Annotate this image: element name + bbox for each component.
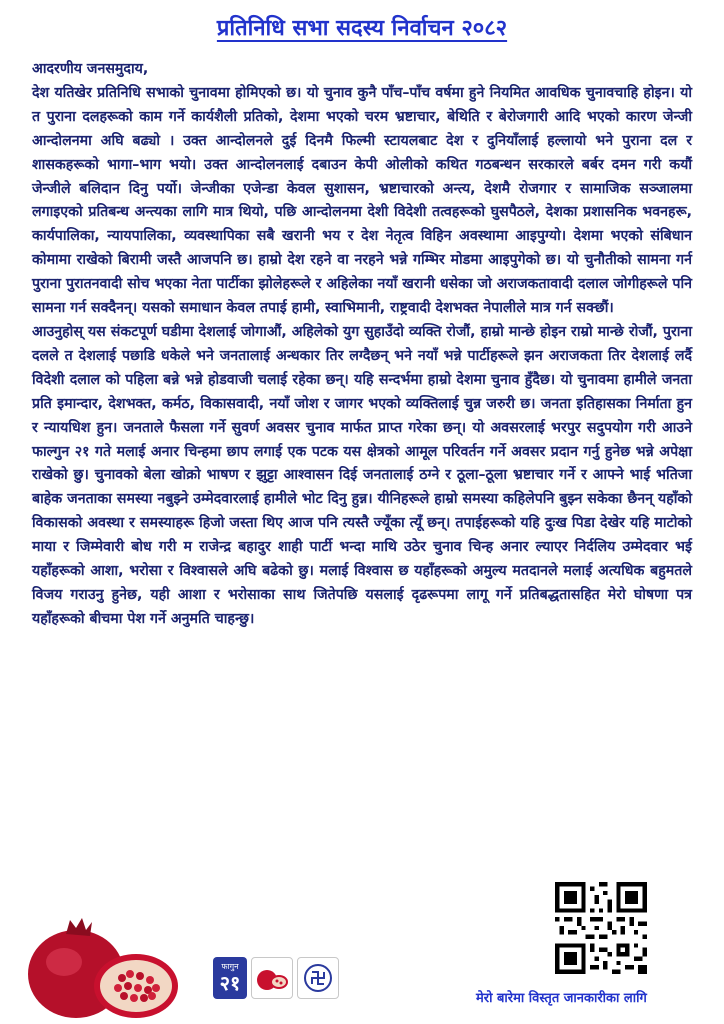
election-date-badge — [213, 957, 247, 999]
paragraph-2: आउनुहोस् यस संकटपूर्ण घडीमा देशलाई जोगाऔं, अहिलेको युग सुहाउँदो व्यक्ति रोजौं, हाम्रो मान्छे होइन राम्रो मान्छे रोजौं, पुराना दलले त देशलाई पछाडि धकेले भने जनतालाई अन्धकार तिर लग्दैछन् भने नयाँ भन्ने पार्टीहरूले झन अराजकता तिर देशलाई लर्दै विदेशी दलाल को पहिला बन्ने भन्ने होडवाजी चलाई रहेका छन्। यहि सन्दर्भमा हाम्रो देशमा चुनाव हुँदैछ। यो चुनावमा हामीले जनता प्रति इमान्दार, देशभक्त, कर्मठ, विकासवादी, नयाँ जोश र जागर भएको व्यक्तिलाई चुन्न जरुरी छ। जनता इतिहासका निर्माता हुन र न्यायधिश हुन। जनताले फैसला गर्ने सुवर्ण अवसर चुनाव मार्फत प्राप्त गरेका छन्। यो अवसरलाई भरपुर सदुपयोग गरी आउने फाल्गुन २१ गते मलाई अनार चिन्हमा छाप लगाई एक पटक यस क्षेत्रको आमूल परिवर्तन गर्ने अवसर प्रदान गर्नु हुनेछ भन्ने अपेक्षा राखेको छु। चुनावको बेला खोक्रो भाषण र झुट्टा आश्वासन दिई जनतालाई ठग्ने र ठूला–ठूला भ्रष्टाचार गर्ने र आफ्ने भाई भतिजा बाहेक जनताका समस्या नबुझ्ने उम्मेदवारलाई हामीले भोट दिनु हुन्न। यीनिहरूले हाम्रो समस्या कहिलेपनि बुझ्न सकेका छैनन् यहाँको विकासको अवस्था र समस्याहरू हिजो जस्ता थिए आज पनि त्यस्तै ज्यूँका त्यूँ छन्। तपाईहरूको यहि दुःख पिडा देखेर यहि माटोको माया र जिम्मेवारी बोध गरी म राजेन्द्र बहादुर शाही पार्टी भन्दा माथि उठेर चुनाव चिन्ह अनार ल्याएर निर्दलिय उम्मेदवार भई यहाँहरूको आशा, भरोसा र विश्वासले अघि बढेको छु। मलाई विश्वास छ यहाँहरूको अमुल्य मतदानले मलाई अत्यधिक बहुमतले विजय गराउनु हुनेछ, यही आशा र भरोसाका साथ जितेपछि यसलाई दृढरूपमा लागू गर्ने प्रतिबद्धतासहित मेरो घोषणा पत्र यहाँहरूको बीचमा पेश गर्ने अनुमति चाहन्छु। — [32, 323, 692, 627]
pomegranate-icon — [18, 912, 188, 1022]
swastika-symbol-icon — [297, 957, 339, 999]
badge-month: फागुन — [221, 962, 239, 971]
page-title: प्रतिनिधि सभा सदस्य निर्वाचन २०८२ — [216, 16, 508, 41]
paragraph-1: देश यतिखेर प्रतिनिधि सभाको चुनावमा होमिएको छ। यो चुनाव कुनै पाँच–पाँच वर्षमा हुने नियमित आवधिक चुनावचाहि होइन। यो त पुराना दलहरूको काम गर्ने कार्यशैली प्रतिको, देशमा भएको चरम भ्रष्टाचार, बेथिति र बेरोजगारी आदि भएको कारण जेन्जी आन्दोलनमा अघि बढ्यो । उक्त आन्दोलनले दुई दिनमै फिल्मी स्टायलबाट देश र दुनियाँलाई हल्लायो भने पुराना दल र शासकहरूको भागा–भाग भयो। उक्त आन्दोलनलाई दबाउन केपी ओलीको कथित गठबन्धन सरकारले बर्बर दमन गरी कयौं जेन्जीले बलिदान दिनु पर्यो। जेन्जीका एजेन्डा केवल सुशासन, भ्रष्टाचारको अन्त्य, देशमै रोजगार र सामाजिक सञ्जालमा लगाइएको प्रतिबन्ध अन्त्यका लागि मात्र थियो, पछि आन्दोलनमा देशी विदेशी तत्वहरूको घुसपैठले, देशका प्रशासनिक भवनहरू, कार्यपालिका, न्यायपालिका, व्यवस्थापिका सबै खरानी भय र देश नेतृत्व विहिन अवस्थामा आइपुग्यो। देशमा भएको संबिधान कोमामा राखेको बिरामी जस्तै आजपनि छ। हाम्रो देश रहने वा नरहने भन्ने गम्भिर मोडमा आइपुगेको छ। यो चुनौतीको सामना गर्न पुराना पुरातनवादी सोच भएका नेता पार्टीका झोलेहरूले र अहिलेका नयाँ खरानी धसेका जो अराजकतावादी दलाल जोगीहरूले पनि सामना गर्न सक्दैनन्। यसको समाधान केवल तपाई हामी, स्वाभिमानी, राष्ट्रवादी देशभक्त नेपालीले मात्र गर्न सक्छौं। — [32, 84, 692, 317]
qr-code[interactable] — [555, 882, 647, 974]
pomegranate-half — [94, 954, 178, 1018]
badge-day: २१ — [219, 971, 241, 995]
more-info-link[interactable]: मेरो बारेमा विस्तृत जानकारीका लागि — [476, 991, 647, 1006]
salutation: आदरणीय जनसमुदाय, — [32, 61, 149, 77]
pomegranate-symbol-icon — [251, 957, 293, 999]
letter-body — [32, 58, 692, 632]
badge-row — [213, 956, 339, 1000]
